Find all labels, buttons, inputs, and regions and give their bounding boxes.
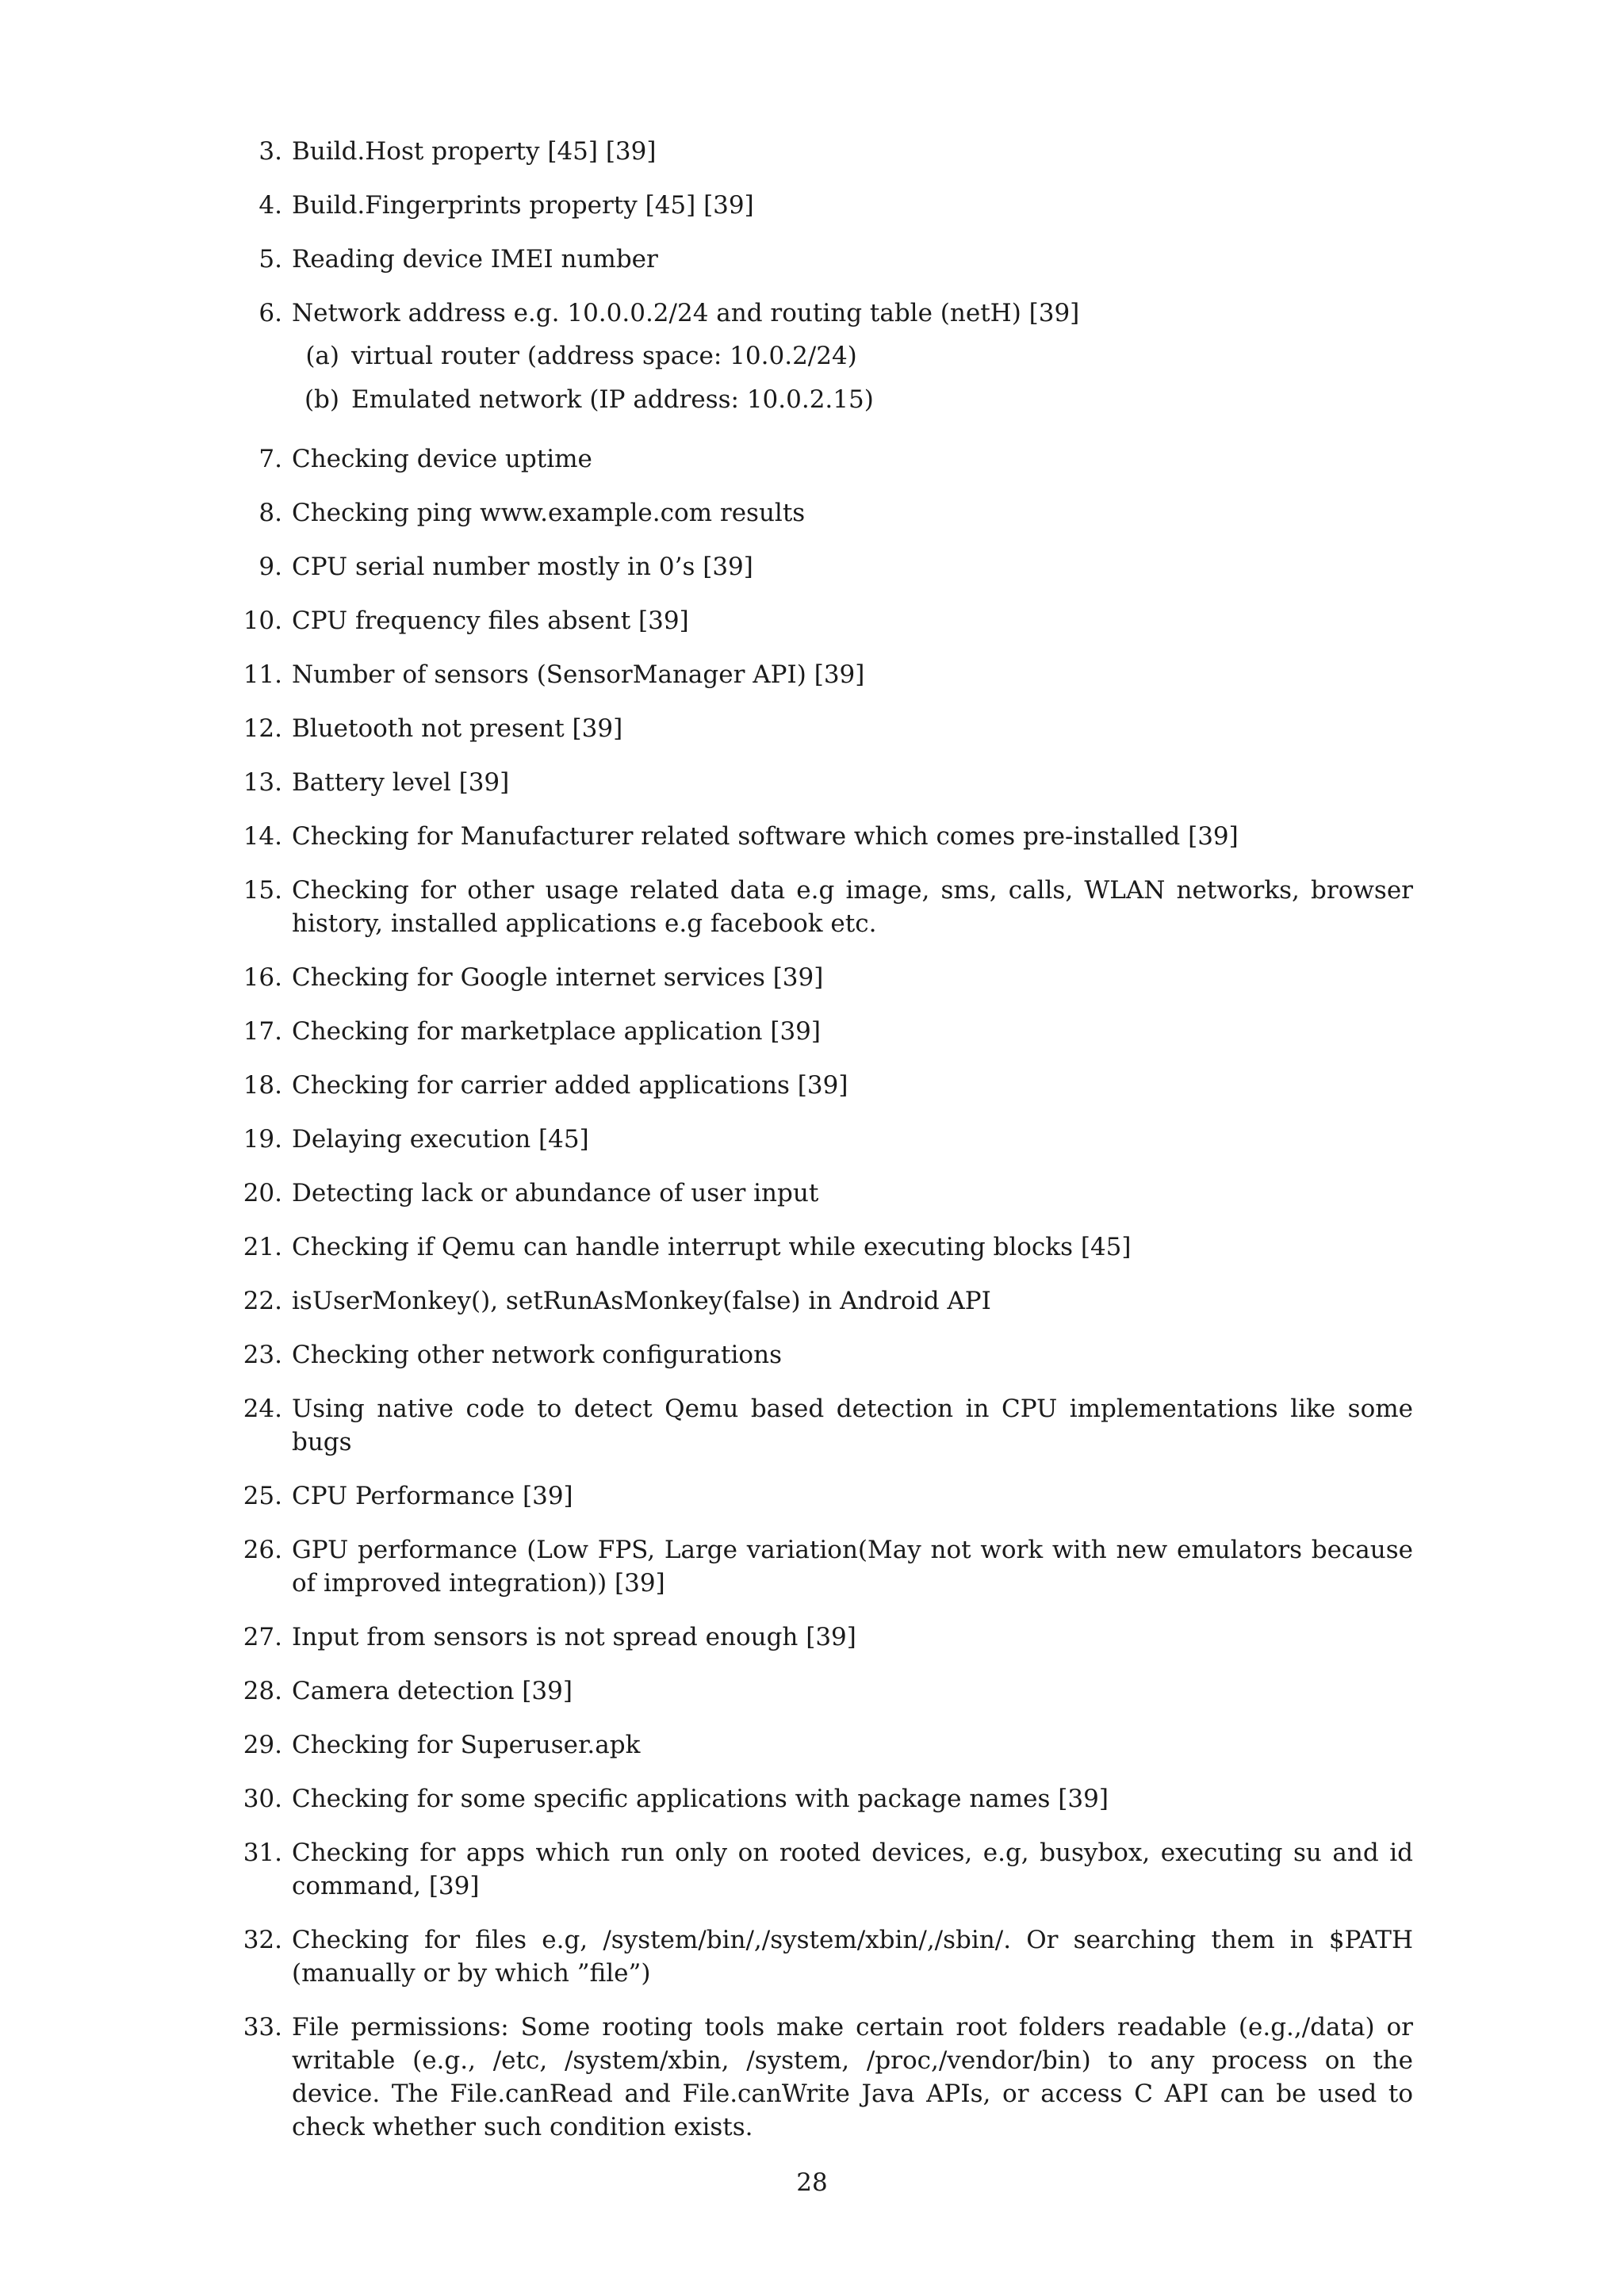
list-item: [0, 1069, 1624, 1102]
list-item: [0, 1284, 1624, 1318]
list-item: [0, 604, 1624, 637]
list-item: [0, 658, 1624, 691]
list-item-text: Checking device uptime: [292, 445, 592, 473]
list-item: [0, 1338, 1624, 1372]
list-item: [0, 297, 1624, 330]
list-item: [0, 1782, 1624, 1816]
list-item-text: Checking for Google internet services [39]: [292, 963, 824, 992]
list-item-text: Checking for some specific applications with package names [39]: [292, 1785, 1109, 1813]
list-item-text: Using native code to detect Qemu based detection in CPU implementations like some bugs: [292, 1395, 1413, 1456]
list-item-number: 15.: [243, 876, 282, 905]
list-item-number: 16.: [243, 963, 282, 992]
list-item-text: Checking for files e.g, /system/bin/,/system/xbin/,/sbin/. Or searching them in $PATH (manually or by which ”file”): [292, 1926, 1413, 1988]
list-item-number: 28.: [243, 1677, 282, 1705]
list-item-text: Build.Host property [45] [39]: [292, 137, 657, 166]
list-item-number: 24.: [243, 1395, 282, 1423]
list-item-text: CPU Performance [39]: [292, 1482, 573, 1510]
list-item-text: isUserMonkey(), setRunAsMonkey(false) in Android API: [292, 1287, 991, 1315]
list-item-text: Battery level [39]: [292, 768, 510, 797]
sub-list-item: [0, 335, 1624, 378]
list-item-number: 23.: [243, 1341, 282, 1369]
list-item: [0, 1123, 1624, 1156]
list-item: [0, 1836, 1624, 1903]
list-item-number: 14.: [243, 822, 282, 851]
list-item: [0, 1728, 1624, 1762]
sub-list-item-text: Emulated network (IP address: 10.0.2.15): [351, 385, 874, 414]
list-item: [0, 1674, 1624, 1708]
list-item-text: Input from sensors is not spread enough [39]: [292, 1623, 856, 1651]
list-item-number: 6.: [259, 299, 282, 327]
list-item-text: Camera detection [39]: [292, 1677, 573, 1705]
page-number: 28: [796, 2168, 828, 2197]
list-item-text: Checking for carrier added applications [39]: [292, 1071, 848, 1100]
list-item: [0, 189, 1624, 222]
list-item-text: CPU serial number mostly in 0’s [39]: [292, 553, 753, 581]
sub-list: [0, 335, 1624, 422]
list-item: [0, 135, 1624, 168]
list-item-number: 9.: [259, 553, 282, 581]
list-item-text: CPU frequency files absent [39]: [292, 607, 689, 635]
list-item: [0, 1923, 1624, 1990]
list-item: [0, 1015, 1624, 1048]
list-item: [0, 961, 1624, 994]
list-item-text: GPU performance (Low FPS, Large variation(May not work with new emulators because of improved integration)) [39]: [292, 1536, 1413, 1598]
list-item-text: Checking for apps which run only on rooted devices, e.g, busybox, executing su and id command, [39]: [292, 1839, 1413, 1900]
list-item-number: 10.: [243, 607, 282, 635]
sub-list-item-label: (b): [304, 385, 339, 414]
list-item: [0, 1392, 1624, 1459]
list-item-text: Checking for Manufacturer related software which comes pre-installed [39]: [292, 822, 1239, 851]
list-item-text: Build.Fingerprints property [45] [39]: [292, 191, 754, 220]
list-item-text: File permissions: Some rooting tools make certain root folders readable (e.g.,/data) or writable (e.g., /etc, /system/xbin, /system, /proc,/vendor/bin) to any process on the device. The File.canRead and File.canWrite Java APIs, or access C API can be used to check whether such condition exists.: [292, 2013, 1413, 2141]
list-item-text: Checking for Superuser.apk: [292, 1731, 641, 1759]
list-item: [0, 1621, 1624, 1654]
list-item-number: 21.: [243, 1233, 282, 1261]
list-item: [0, 1230, 1624, 1264]
list-item-number: 19.: [243, 1125, 282, 1154]
list-item-number: 11.: [243, 660, 282, 689]
list-item-number: 7.: [259, 445, 282, 473]
list-item: [0, 1533, 1624, 1600]
list-item-text: Reading device IMEI number: [292, 245, 658, 274]
list-item-number: 20.: [243, 1179, 282, 1207]
list-item: [0, 550, 1624, 584]
list-item-number: 4.: [259, 191, 282, 220]
list-item: [0, 2011, 1624, 2144]
list-item-text: Bluetooth not present [39]: [292, 714, 623, 743]
list-item: [0, 243, 1624, 276]
list-item-number: 3.: [259, 137, 282, 166]
list-item: [0, 820, 1624, 853]
list-item-number: 26.: [243, 1536, 282, 1564]
list-item: [0, 496, 1624, 530]
numbered-list: [0, 135, 1624, 2144]
list-item-text: Detecting lack or abundance of user input: [292, 1179, 819, 1207]
list-item-number: 29.: [243, 1731, 282, 1759]
list-item: [0, 766, 1624, 799]
list-item-number: 13.: [243, 768, 282, 797]
sub-list-item-text: virtual router (address space: 10.0.2/24): [351, 342, 857, 370]
list-item-text: Checking other network configurations: [292, 1341, 782, 1369]
list-item-number: 33.: [243, 2013, 282, 2042]
list-item-text: Delaying execution [45]: [292, 1125, 589, 1154]
list-item: [0, 712, 1624, 745]
list-item-text: Checking for other usage related data e.g image, sms, calls, WLAN networks, browser history, installed applications e.g facebook etc.: [292, 876, 1413, 938]
list-item-number: 18.: [243, 1071, 282, 1100]
list-item-number: 12.: [243, 714, 282, 743]
list-item: [0, 1177, 1624, 1210]
list-item-number: 31.: [243, 1839, 282, 1867]
list-item-text: Checking for marketplace application [39]: [292, 1017, 821, 1046]
list-item-text: Checking if Qemu can handle interrupt while executing blocks [45]: [292, 1233, 1132, 1261]
list-item-number: 25.: [243, 1482, 282, 1510]
list-item-number: 32.: [243, 1926, 282, 1954]
list-item-number: 17.: [243, 1017, 282, 1046]
list-item-text: Checking ping www.example.com results: [292, 499, 806, 527]
list-item-number: 5.: [259, 245, 282, 274]
list-item: [0, 442, 1624, 476]
list-item: [0, 874, 1624, 940]
list-item-text: Number of sensors (SensorManager API) [39]: [292, 660, 865, 689]
list-item-number: 27.: [243, 1623, 282, 1651]
list-item-number: 30.: [243, 1785, 282, 1813]
list-item-number: 22.: [243, 1287, 282, 1315]
list-item-text: Network address e.g. 10.0.0.2/24 and routing table (netH) [39]: [292, 299, 1080, 327]
sub-list-item-label: (a): [305, 342, 339, 370]
list-item: [0, 1479, 1624, 1513]
sub-list-item: [0, 378, 1624, 422]
list-item-number: 8.: [259, 499, 282, 527]
